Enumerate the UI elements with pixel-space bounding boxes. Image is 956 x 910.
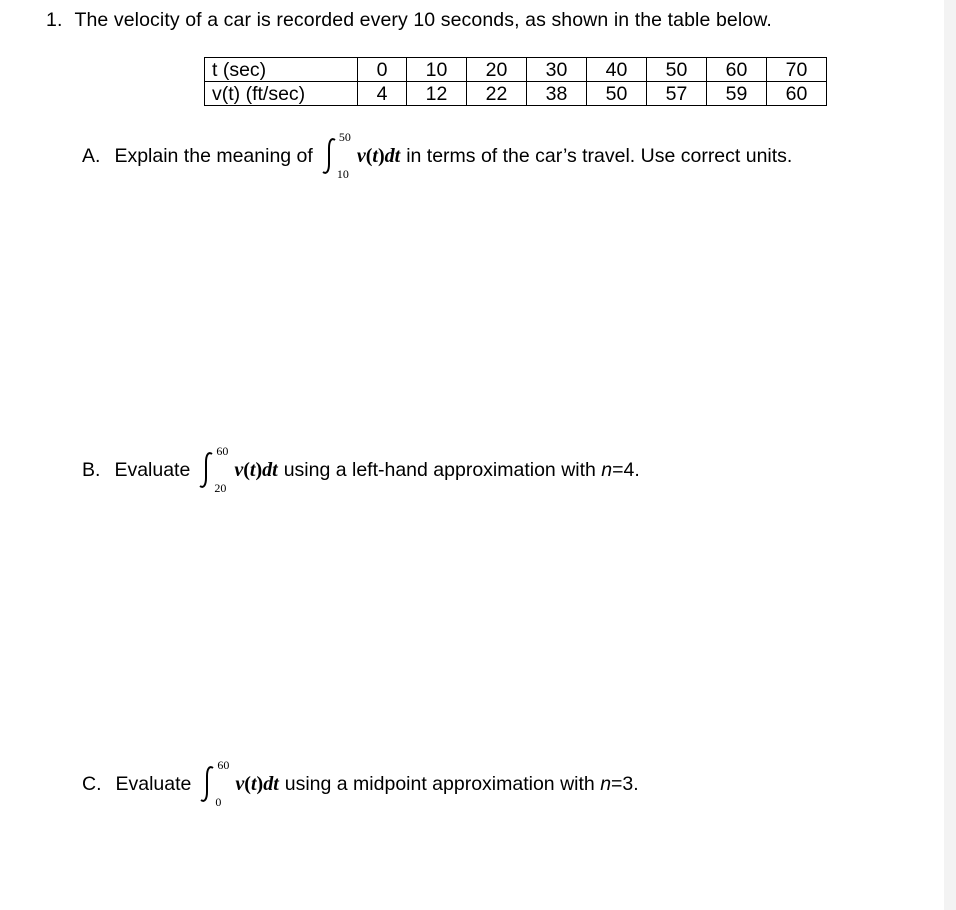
part-a-lower-limit: 10 bbox=[336, 167, 349, 181]
part-c-lower-limit: 0 bbox=[215, 795, 222, 809]
velocity-table bbox=[204, 57, 827, 106]
part-c-lead: Evaluate bbox=[115, 772, 192, 795]
time-cell: 40 bbox=[587, 58, 647, 82]
velocity-row bbox=[205, 82, 827, 106]
part-b-lead: Evaluate bbox=[114, 458, 191, 481]
part-c-integrand: v(t)dt bbox=[235, 772, 279, 795]
velocity-cell: 22 bbox=[467, 82, 527, 106]
velocity-cell: 38 bbox=[527, 82, 587, 106]
part-c-tail: using a midpoint approximation with n=3. bbox=[284, 772, 639, 795]
time-cell: 10 bbox=[407, 58, 467, 82]
time-cell: 20 bbox=[467, 58, 527, 82]
time-row-header: t (sec) bbox=[205, 58, 358, 82]
part-b-letter: B. bbox=[82, 458, 101, 481]
velocity-cell: 50 bbox=[587, 82, 647, 106]
problem-text: The velocity of a car is recorded every 10 seconds, as shown in the table below. bbox=[74, 9, 772, 31]
time-cell: 50 bbox=[647, 58, 707, 82]
part-a-lead: Explain the meaning of bbox=[114, 144, 313, 167]
velocity-cell: 12 bbox=[407, 82, 467, 106]
part-b-tail: using a left-hand approximation with n=4. bbox=[283, 458, 640, 481]
velocity-row-header: v(t) (ft/sec) bbox=[205, 82, 358, 106]
part-a-upper-limit: 50 bbox=[338, 130, 351, 144]
part-b-integrand: v(t)dt bbox=[234, 458, 278, 481]
time-cell: 30 bbox=[527, 58, 587, 82]
time-cell: 0 bbox=[358, 58, 407, 82]
part-a-integral bbox=[321, 130, 401, 181]
problem-statement bbox=[46, 9, 772, 32]
velocity-cell: 4 bbox=[358, 82, 407, 106]
part-b bbox=[82, 444, 640, 495]
problem-number: 1. bbox=[46, 9, 63, 31]
part-c-upper-limit: 60 bbox=[217, 758, 230, 772]
velocity-cell: 59 bbox=[707, 82, 767, 106]
part-a-tail: in terms of the car’s travel. Use correct units. bbox=[406, 144, 793, 167]
part-a-integrand: v(t)dt bbox=[356, 144, 401, 167]
part-c-letter: C. bbox=[82, 772, 102, 795]
part-a bbox=[82, 130, 793, 181]
velocity-cell: 60 bbox=[767, 82, 827, 106]
part-c bbox=[82, 758, 639, 809]
part-b-upper-limit: 60 bbox=[216, 444, 229, 458]
right-edge-strip bbox=[944, 0, 956, 910]
time-row bbox=[205, 58, 827, 82]
part-b-lower-limit: 20 bbox=[214, 481, 227, 495]
part-b-integral bbox=[198, 444, 278, 495]
part-a-letter: A. bbox=[82, 144, 101, 167]
time-cell: 70 bbox=[767, 58, 827, 82]
time-cell: 60 bbox=[707, 58, 767, 82]
velocity-cell: 57 bbox=[647, 82, 707, 106]
part-c-integral bbox=[199, 758, 279, 809]
